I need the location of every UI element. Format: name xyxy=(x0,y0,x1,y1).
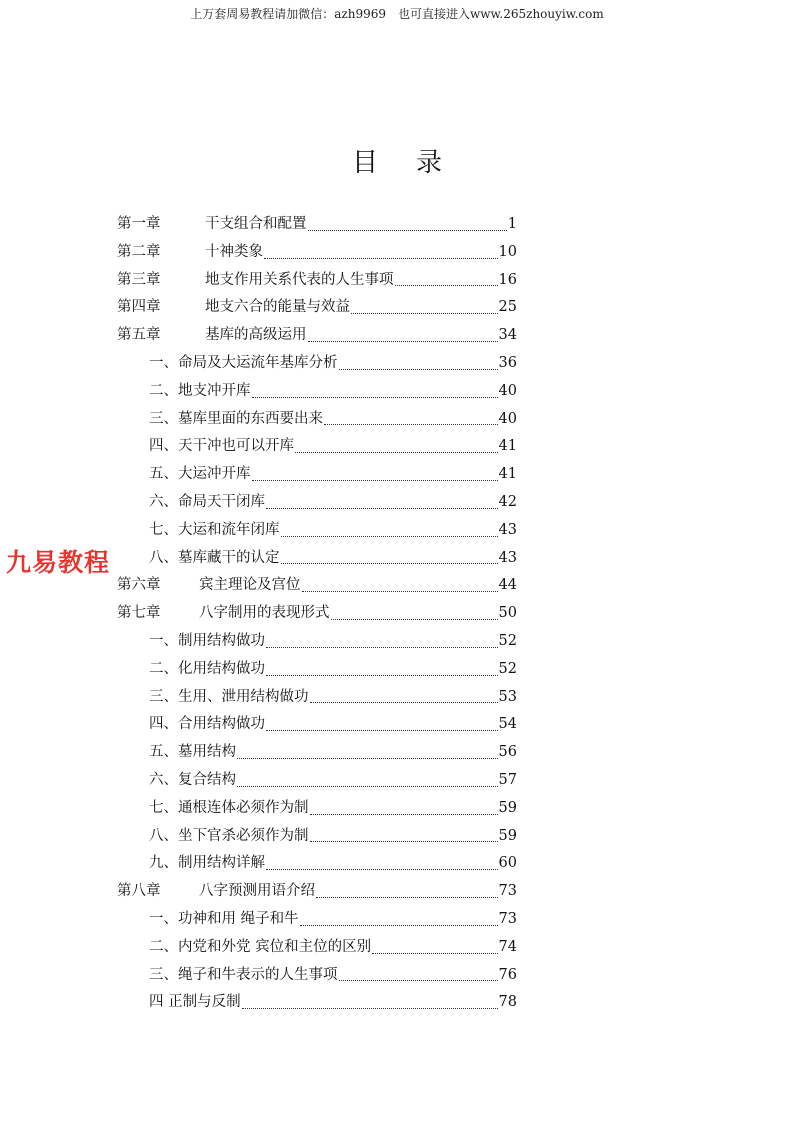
toc-chapter-entry[interactable] xyxy=(117,600,517,628)
toc-entry-title: 基库的高级运用 xyxy=(205,327,307,344)
toc-page-number: 41 xyxy=(498,466,517,483)
toc-chapter-entry[interactable] xyxy=(117,239,517,267)
toc-section-entry[interactable] xyxy=(117,823,517,851)
toc-section-entry[interactable] xyxy=(117,433,517,461)
toc-section-entry[interactable] xyxy=(117,684,517,712)
toc-page-number: 73 xyxy=(498,883,517,900)
toc-page-number: 43 xyxy=(498,521,517,538)
toc-entry-title: 干支组合和配置 xyxy=(205,216,307,232)
toc-leader-dots xyxy=(295,452,498,453)
toc-chapter-entry[interactable] xyxy=(117,572,517,600)
toc-entry-title: 三、生用、泄用结构做功 xyxy=(149,688,309,705)
toc-leader-dots xyxy=(266,869,498,870)
toc-entry-title: 一、制用结构做功 xyxy=(149,632,265,649)
toc-leader-dots xyxy=(331,619,498,620)
toc-entry-title: 二、内党和外党 宾位和主位的区别 xyxy=(149,938,372,955)
toc-page-number: 52 xyxy=(498,632,517,649)
toc-leader-dots xyxy=(324,424,498,425)
watermark-logo: 九易教程 xyxy=(6,548,111,577)
toc-leader-dots xyxy=(237,786,498,787)
toc-chapter-entry[interactable] xyxy=(117,294,517,322)
toc-leader-dots xyxy=(302,591,498,592)
toc-chapter-number: 第二章 xyxy=(117,243,161,260)
toc-leader-dots xyxy=(308,341,498,342)
toc-section-entry[interactable] xyxy=(117,461,517,489)
toc-section-entry[interactable] xyxy=(117,406,517,434)
toc-page-number: 76 xyxy=(498,966,517,983)
toc-page-number: 60 xyxy=(498,855,517,872)
toc-entry-title: 七、大运和流年闭库 xyxy=(149,521,280,538)
toc-leader-dots xyxy=(281,563,498,564)
toc-section-entry[interactable] xyxy=(117,656,517,684)
toc-chapter-number: 第六章 xyxy=(117,577,161,594)
toc-leader-dots xyxy=(252,397,498,398)
toc-entry-title: 宾主理论及宫位 xyxy=(199,577,301,594)
toc-leader-dots xyxy=(252,480,498,481)
toc-entry-title: 一、命局及大运流年基库分析 xyxy=(149,354,338,371)
toc-entry-title: 五、墓用结构 xyxy=(149,744,236,761)
toc-leader-dots xyxy=(351,313,498,314)
toc-entry-title: 一、功神和用 绳子和牛 xyxy=(149,910,299,927)
toc-page-number: 52 xyxy=(498,660,517,677)
toc-entry-title: 九、制用结构详解 xyxy=(149,855,265,872)
toc-chapter-number: 第三章 xyxy=(117,271,161,288)
toc-entry-title: 二、化用结构做功 xyxy=(149,660,265,677)
toc-chapter-number: 第八章 xyxy=(117,883,161,900)
toc-page-number: 56 xyxy=(498,744,517,761)
toc-page-number: 50 xyxy=(498,605,517,622)
toc-entry-title: 三、墓库里面的东西要出来 xyxy=(149,410,323,427)
toc-leader-dots xyxy=(310,702,498,703)
toc-section-entry[interactable] xyxy=(117,850,517,878)
toc-chapter-number: 第一章 xyxy=(117,216,161,232)
toc-entry-title: 六、复合结构 xyxy=(149,771,236,788)
toc-entry-title: 十神类象 xyxy=(205,243,263,260)
toc-leader-dots xyxy=(266,508,498,509)
toc-leader-dots xyxy=(308,230,507,231)
toc-page-number: 73 xyxy=(498,910,517,927)
toc-page-number: 40 xyxy=(498,410,517,427)
toc-leader-dots xyxy=(281,536,498,537)
toc-entry-title: 八、墓库藏干的认定 xyxy=(149,549,280,566)
page-title: 目录 xyxy=(351,148,480,178)
toc-section-entry[interactable] xyxy=(117,767,517,795)
toc-leader-dots xyxy=(266,675,498,676)
toc-entry-title: 六、命局天干闭库 xyxy=(149,493,265,510)
toc-page-number: 78 xyxy=(498,994,517,1011)
toc-section-entry[interactable] xyxy=(117,517,517,545)
toc-leader-dots xyxy=(237,758,498,759)
toc-leader-dots xyxy=(316,897,498,898)
toc-entry-title: 七、通根连体必须作为制 xyxy=(149,799,309,816)
toc-section-entry[interactable] xyxy=(117,545,517,573)
toc-page-number: 74 xyxy=(498,938,517,955)
toc-page-number: 41 xyxy=(498,438,517,455)
toc-entry-title: 五、大运冲开库 xyxy=(149,466,251,483)
toc-entry-title: 四 正制与反制 xyxy=(149,994,241,1011)
toc-leader-dots xyxy=(300,925,498,926)
toc-section-entry[interactable] xyxy=(117,350,517,378)
toc-page-number: 59 xyxy=(498,799,517,816)
toc-section-entry[interactable] xyxy=(117,962,517,990)
toc-page-number: 59 xyxy=(498,827,517,844)
toc-chapter-entry[interactable] xyxy=(117,322,517,350)
toc-entry-title: 二、地支冲开库 xyxy=(149,382,251,399)
toc-leader-dots xyxy=(310,814,498,815)
toc-leader-dots xyxy=(242,1008,498,1009)
toc-entry-title: 三、绳子和牛表示的人生事项 xyxy=(149,966,338,983)
toc-entry-title: 八字制用的表现形式 xyxy=(199,605,330,622)
toc-page-number: 34 xyxy=(498,327,517,344)
toc-chapter-number: 第四章 xyxy=(117,299,161,316)
toc-page-number: 1 xyxy=(507,216,517,232)
toc-leader-dots xyxy=(264,258,498,259)
toc-page-number: 53 xyxy=(498,688,517,705)
toc-section-entry[interactable] xyxy=(117,378,517,406)
toc-entry-title: 地支六合的能量与效益 xyxy=(205,299,350,316)
toc-leader-dots xyxy=(310,841,498,842)
toc-page-number: 16 xyxy=(498,271,517,288)
toc-leader-dots xyxy=(395,285,498,286)
toc-entry-title: 八、坐下官杀必须作为制 xyxy=(149,827,309,844)
toc-page-number: 36 xyxy=(498,354,517,371)
toc-section-entry[interactable] xyxy=(117,795,517,823)
toc-page-number: 25 xyxy=(498,299,517,316)
toc-entry-title: 八字预测用语介绍 xyxy=(199,883,315,900)
toc-section-entry[interactable] xyxy=(117,711,517,739)
toc-section-entry[interactable] xyxy=(117,989,517,1017)
toc-section-entry[interactable] xyxy=(117,489,517,517)
toc-leader-dots xyxy=(266,730,498,731)
toc-section-entry[interactable] xyxy=(117,934,517,962)
toc-page-number: 57 xyxy=(498,771,517,788)
toc-page-number: 10 xyxy=(498,243,517,260)
toc-page-number: 54 xyxy=(498,716,517,733)
table-of-contents xyxy=(117,211,517,1017)
toc-page-number: 43 xyxy=(498,549,517,566)
toc-section-entry[interactable] xyxy=(117,906,517,934)
toc-leader-dots xyxy=(339,369,498,370)
toc-entry-title: 地支作用关系代表的人生事项 xyxy=(205,271,394,288)
page-header: 上万套周易教程请加微信：azh9969 也可直接进入www.265zhouyiw.com xyxy=(190,7,604,21)
toc-chapter-entry[interactable] xyxy=(117,211,517,239)
toc-chapter-entry[interactable] xyxy=(117,267,517,295)
toc-entry-title: 四、天干冲也可以开库 xyxy=(149,438,294,455)
toc-leader-dots xyxy=(372,953,497,954)
toc-chapter-entry[interactable] xyxy=(117,878,517,906)
toc-section-entry[interactable] xyxy=(117,739,517,767)
toc-section-entry[interactable] xyxy=(117,628,517,656)
toc-leader-dots xyxy=(266,647,498,648)
toc-leader-dots xyxy=(339,980,498,981)
toc-chapter-number: 第五章 xyxy=(117,327,161,344)
toc-page-number: 40 xyxy=(498,382,517,399)
toc-chapter-number: 第七章 xyxy=(117,605,161,622)
toc-page-number: 44 xyxy=(498,577,517,594)
toc-entry-title: 四、合用结构做功 xyxy=(149,716,265,733)
toc-page-number: 42 xyxy=(498,493,517,510)
